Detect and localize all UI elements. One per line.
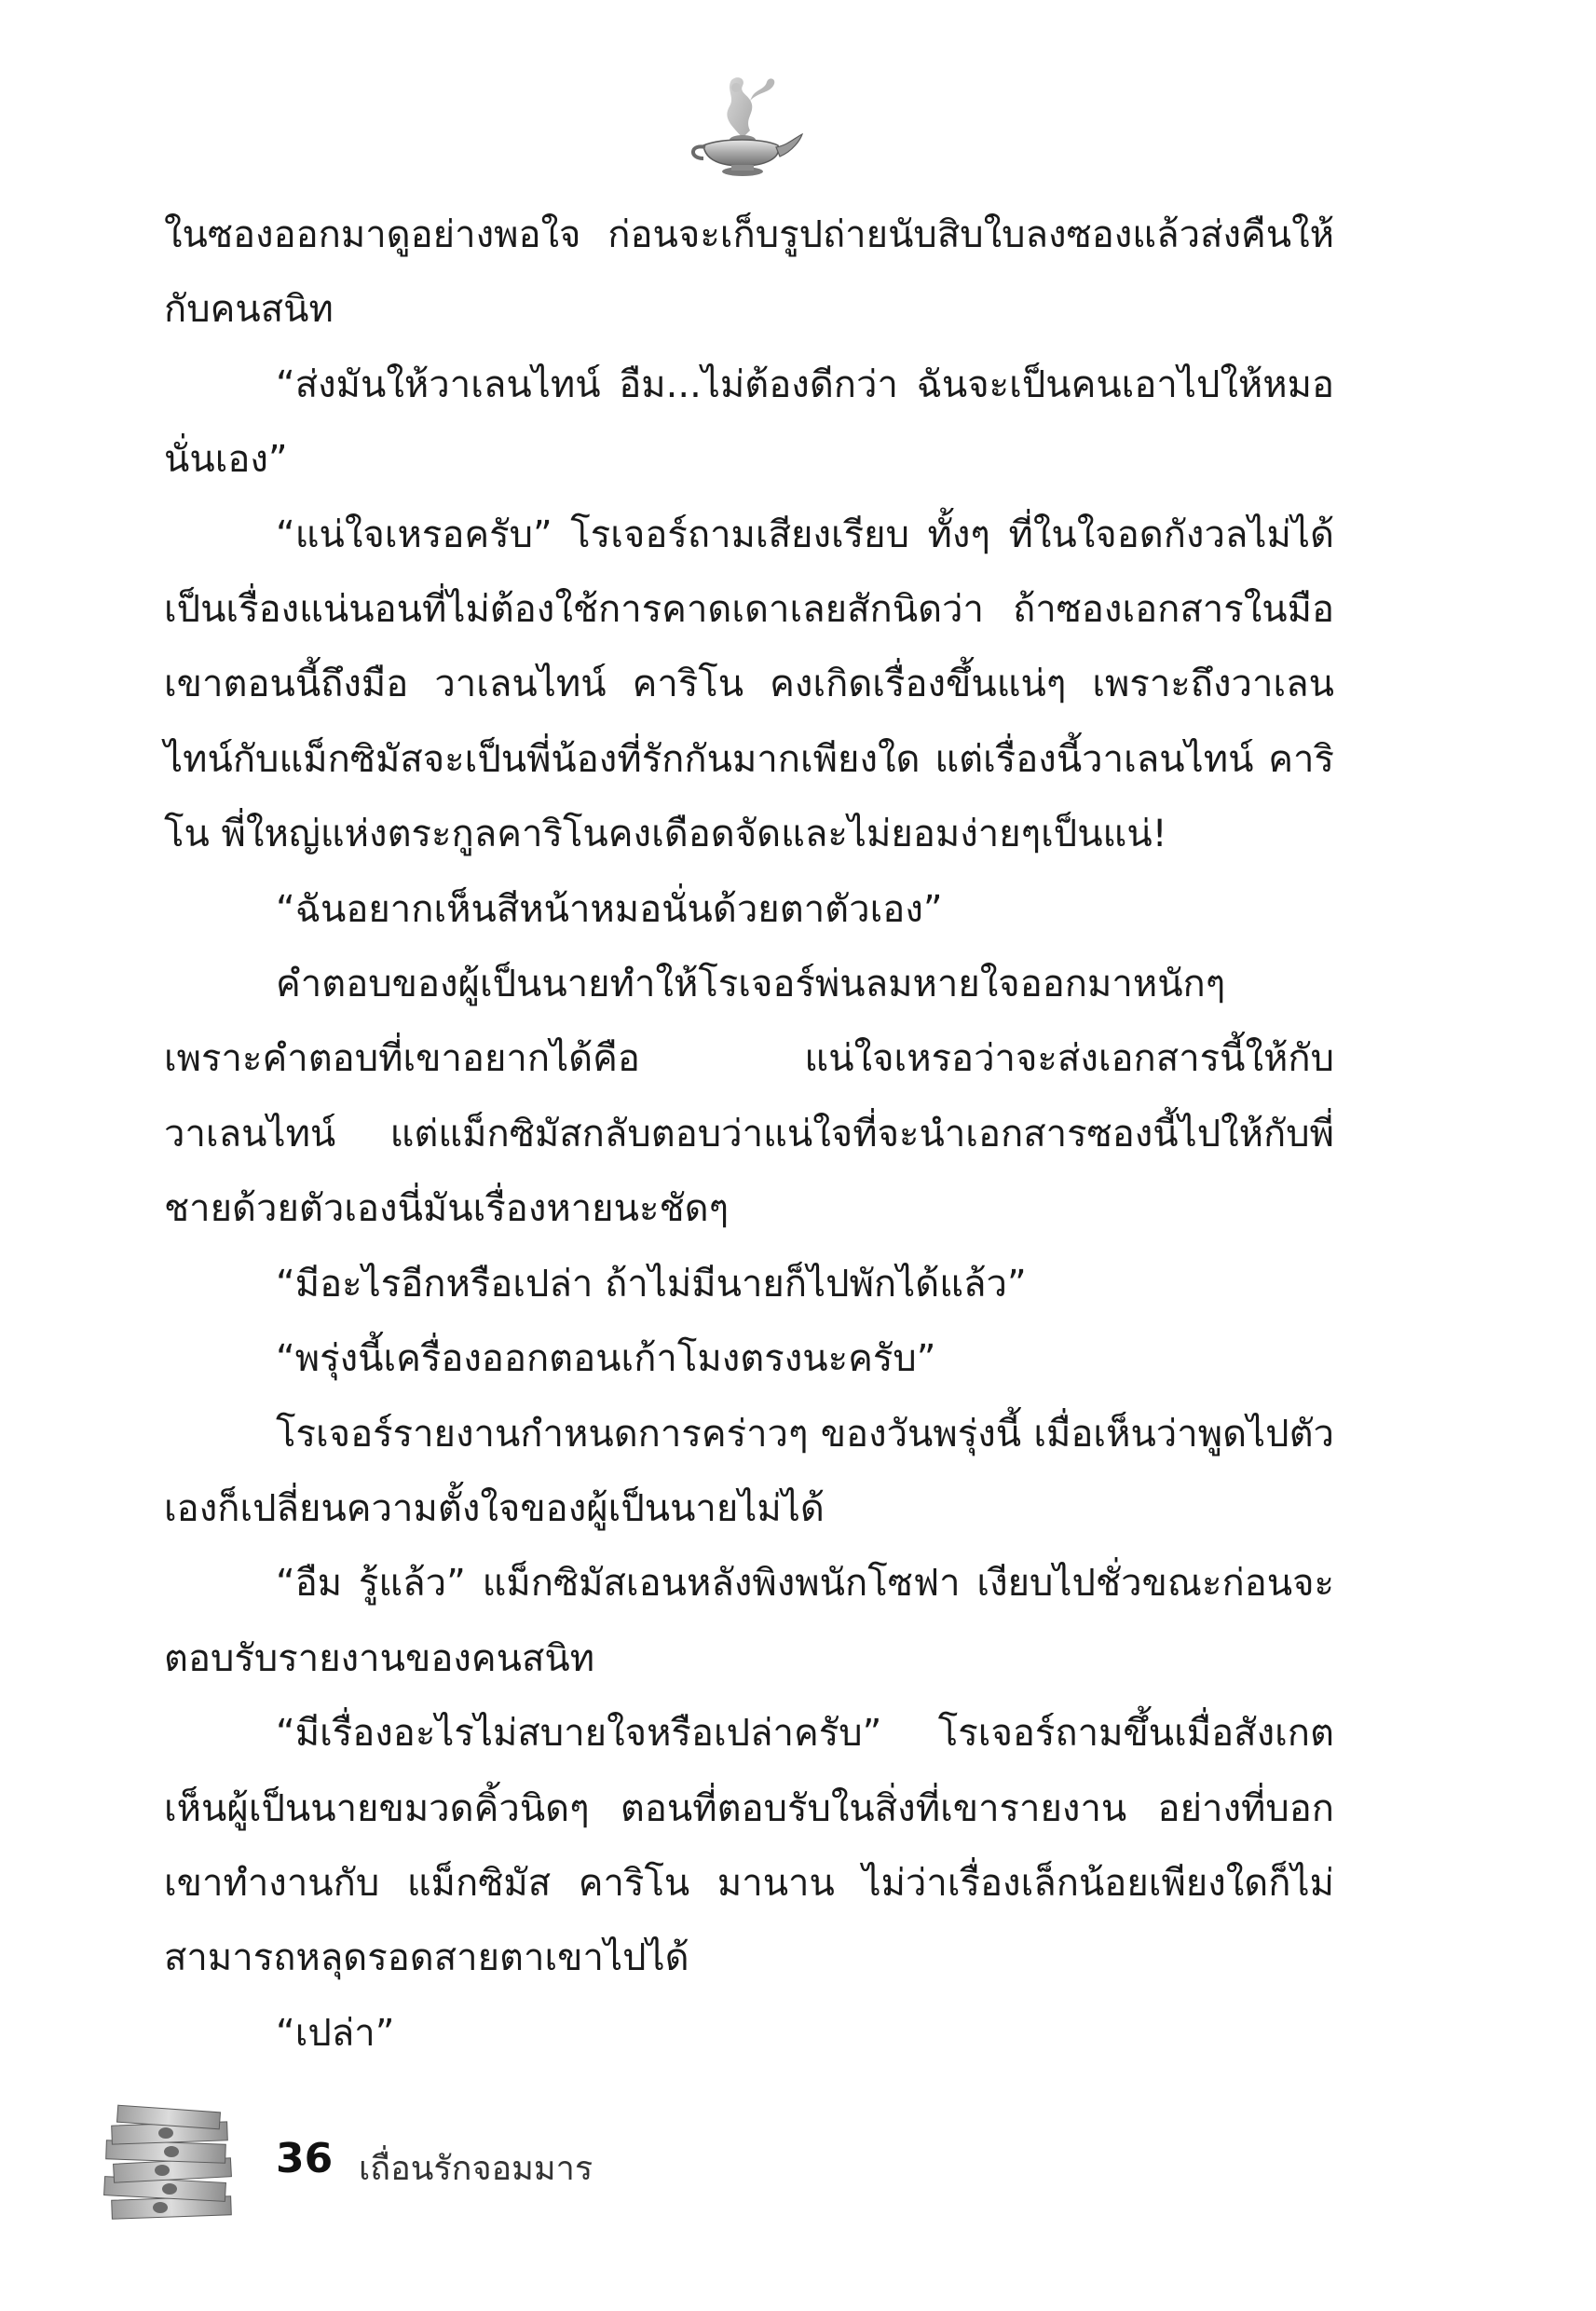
money-stack-icon — [95, 2101, 244, 2232]
page-footer — [0, 2101, 1596, 2232]
paragraph: “พรุ่งนี้เครื่องออกตอนเก้าโมงตรงนะครับ” — [276, 1337, 936, 1381]
paragraph: “ส่งมันให้วาเลนไทน์ อืม...ไม่ต้องดีกว่า ฉันจะเป็นคนเอาไปให้หมอนั่นเอง” — [164, 362, 1334, 482]
paragraph: โรเจอร์รายงานกำหนดการคร่าวๆ ของวันพรุ่งนี้ เมื่อเห็นว่าพูดไปตัวเองก็เปลี่ยนความตั้งใจของผู้เป็นนายไม่ได้ — [164, 1412, 1334, 1530]
paragraph: “เปล่า” — [276, 2011, 395, 2055]
paragraph: “ฉันอยากเห็นสีหน้าหมอนั่นด้วยตาตัวเอง” — [276, 887, 943, 931]
genie-lamp-icon — [685, 73, 806, 183]
paragraph: “มีเรื่องอะไรไม่สบายใจหรือเปล่าครับ” โรเจอร์ถามขึ้นเมื่อสังเกตเห็นผู้เป็นนายขมวดคิ้วนิดๆ ตอนที่ตอบรับในสิ่งที่เขารายงาน อย่างที่บอกเขาทำงานกับ แม็กซิมัส คาริโน มานาน ไม่ว่าเรื่องเล็กน้อยเพียงใดก็ไม่สามารถหลุดรอดสายตาเขาไปได้ — [164, 1712, 1334, 1980]
paragraph: “มีอะไรอีกหรือเปล่า ถ้าไม่มีนายก็ไปพักได้แล้ว” — [276, 1262, 1027, 1306]
book-title: เถื่อนรักจอมมาร — [359, 2150, 593, 2188]
paragraph: คำตอบของผู้เป็นนายทำให้โรเจอร์พ่นลมหายใจออกมาหนักๆ เพราะคำตอบที่เขาอยากได้คือ แน่ใจเหรอว่าจะส่งเอกสารนี้ให้กับวาเลนไทน์ แต่แม็กซิมัสกลับตอบว่าแน่ใจที่จะนำเอกสารซองนี้ไปให้กับพี่ชายด้วยตัวเองนี่มันเรื่องหายนะชัดๆ — [164, 963, 1334, 1231]
paragraph: ในซองออกมาดูอย่างพอใจ ก่อนจะเก็บรูปถ่ายนับสิบใบลงซองแล้วส่งคืนให้กับคนสนิท — [164, 213, 1334, 332]
page-number: 36 — [276, 2135, 334, 2182]
paragraph: “อืม รู้แล้ว” แม็กซิมัสเอนหลังพิงพนักโซฟา เงียบไปชั่วขณะก่อนจะตอบรับรายงานของคนสนิท — [164, 1562, 1334, 1680]
paragraph: “แน่ใจเหรอครับ” โรเจอร์ถามเสียงเรียบ ทั้งๆ ที่ในใจอดกังวลไม่ได้ เป็นเรื่องแน่นอนที่ไม่ต้องใช้การคาดเดาเลยสักนิดว่า ถ้าซองเอกสารในมือเขาตอนนี้ถึงมือ วาเลนไทน์ คาริโน คงเกิดเรื่องขึ้นแน่ๆ เพราะถึงวาเลนไทน์กับแม็กซิมัสจะเป็นพี่น้องที่รักกันมากเพียงใด แต่เรื่องนี้วาเลนไทน์ คาริโน พี่ใหญ่แห่งตระกูลคาริโนคงเดือดจัดและไม่ยอมง่ายๆเป็นแน่! — [164, 513, 1334, 856]
body-text — [164, 198, 1334, 2071]
